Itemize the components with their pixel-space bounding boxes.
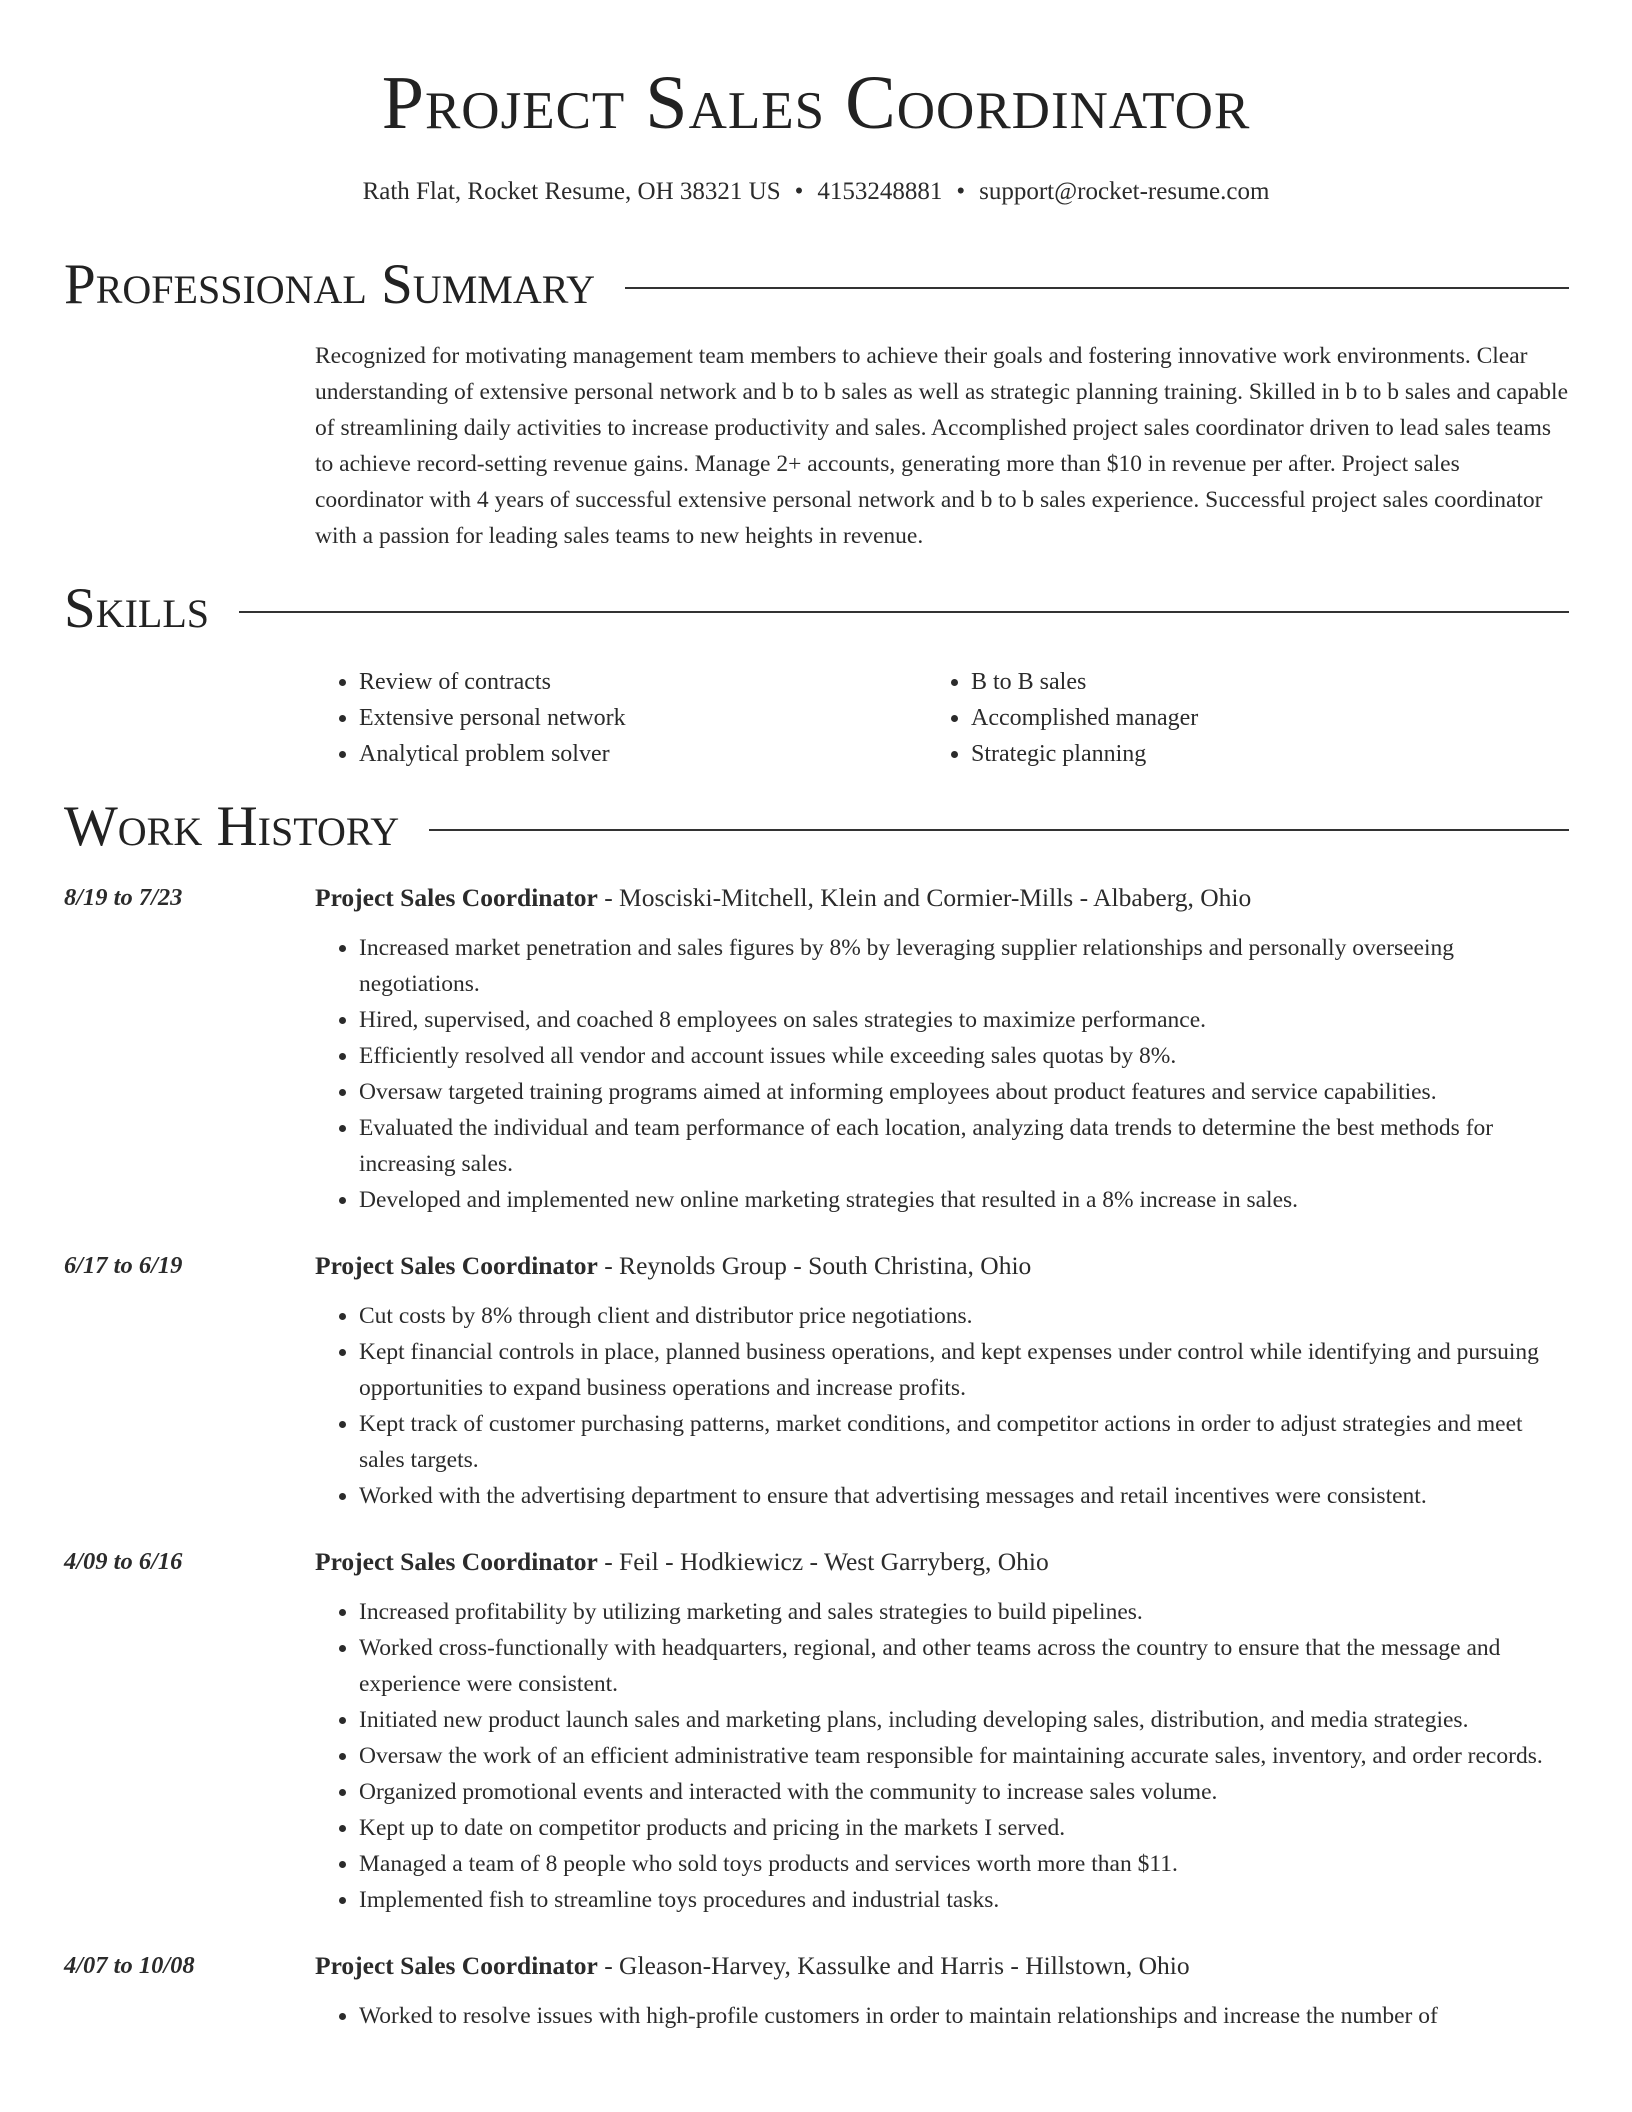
summary-text: Recognized for motivating management team members to achieve their goals and fostering innovative work environments. Clear understanding of extensive personal network and b to b sales as well as strategic planning training. Skilled in b to b sales and capable of streamlining daily activities to increase productivity and sales. Accomplished project sales coordinator driven to lead sales teams to achieve record-setting revenue gains. Manage 2+ accounts, generating more than $10 in revenue per after. Project sales coordinator with 4 years of successful extensive personal network and b to b sales experience. Successful project sales coordinator with a passion for leading sales teams to new heights in revenue. (315, 343, 1569, 549)
skill-item: • Strategic planning (971, 736, 1198, 772)
job-bullet: • Evaluated the individual and team performance of each location, analyzing data trends to determine the best methods for increasing sales. (359, 1110, 1569, 1182)
job-details: - Gleason-Harvey, Kassulke and Harris - Hillstown, Ohio (597, 1951, 1190, 1980)
job-bullet: • Managed a team of 8 people who sold toys products and services worth more than $11. (359, 1846, 1569, 1882)
contact-separator: • (794, 178, 804, 205)
job-bullet: • Initiated new product launch sales and marketing plans, including developing sales, distribution, and media strategies. (359, 1702, 1569, 1738)
skills-list-left (315, 664, 626, 772)
job-entry (64, 1544, 1569, 1918)
contact-line (0, 176, 1632, 208)
job-bullets (315, 1594, 1569, 1918)
job-bullet: • Increased market penetration and sales figures by 8% by leveraging supplier relationships and personally overseeing negotiations. (359, 930, 1569, 1002)
job-header (315, 1544, 1569, 1580)
job-header (315, 1948, 1569, 1984)
job-bullets (315, 1298, 1569, 1514)
job-entry (64, 1948, 1569, 2034)
job-date: 6/17 to 6/19 (64, 1252, 183, 1279)
skill-item: • B to B sales (971, 664, 1198, 700)
job-title: Project Sales Coordinator (315, 1251, 598, 1280)
section-title-work: Work History (64, 795, 400, 858)
job-bullet: • Oversaw targeted training programs aimed at informing employees about product features and service capabilities. (359, 1074, 1569, 1110)
work-history-list (64, 880, 1569, 2064)
job-bullet: • Implemented fish to streamline toys procedures and industrial tasks. (359, 1882, 1569, 1918)
job-bullet: • Developed and implemented new online marketing strategies that resulted in a 8% increase in sales. (359, 1182, 1569, 1218)
job-bullet: • Organized promotional events and interacted with the community to increase sales volume. (359, 1774, 1569, 1810)
job-bullets (315, 1998, 1569, 2034)
job-bullet: • Hired, supervised, and coached 8 employees on sales strategies to maximize performance. (359, 1002, 1569, 1038)
job-date: 8/19 to 7/23 (64, 884, 183, 911)
section-title-skills: Skills (64, 577, 210, 640)
job-bullet: • Kept financial controls in place, planned business operations, and kept expenses under control while identifying and pursuing opportunities to expand business operations and increase profits. (359, 1334, 1569, 1406)
contact-separator: • (956, 178, 966, 205)
summary-section-header (64, 252, 1569, 318)
skill-item: • Review of contracts (359, 664, 626, 700)
skill-item: • Extensive personal network (359, 700, 626, 736)
contact-address: Rath Flat, Rocket Resume, OH 38321 US (362, 178, 781, 205)
job-bullet: • Worked with the advertising department to ensure that advertising messages and retail incentives were consistent. (359, 1478, 1569, 1514)
job-bullet: • Kept track of customer purchasing patterns, market conditions, and competitor actions in order to adjust strategies and meet sales targets. (359, 1406, 1569, 1478)
job-details: - Feil - Hodkiewicz - West Garryberg, Ohio (597, 1547, 1049, 1576)
section-title-summary: Professional Summary (64, 253, 596, 316)
job-bullet: • Kept up to date on competitor products and pricing in the markets I served. (359, 1810, 1569, 1846)
section-divider (239, 611, 1569, 613)
work-section-header (64, 794, 1569, 860)
skill-item: • Analytical problem solver (359, 736, 626, 772)
contact-phone: 4153248881 (817, 178, 943, 205)
job-bullet: • Oversaw the work of an efficient administrative team responsible for maintaining accurate sales, inventory, and order records. (359, 1738, 1569, 1774)
job-title: Project Sales Coordinator (315, 1951, 598, 1980)
section-divider (625, 287, 1569, 289)
job-entry (64, 1248, 1569, 1514)
job-date: 4/07 to 10/08 (64, 1952, 195, 1979)
resume-name: Project Sales Coordinator (381, 61, 1251, 145)
contact-email: support@rocket-resume.com (979, 178, 1270, 205)
section-divider (429, 829, 1569, 831)
job-details: - Mosciski-Mitchell, Klein and Cormier-Mills - Albaberg, Ohio (597, 883, 1252, 912)
job-header (315, 880, 1569, 916)
job-title: Project Sales Coordinator (315, 1547, 598, 1576)
skills-section-header (64, 576, 1569, 642)
job-title: Project Sales Coordinator (315, 883, 598, 912)
job-bullets (315, 930, 1569, 1218)
job-date: 4/09 to 6/16 (64, 1548, 183, 1575)
job-header (315, 1248, 1569, 1284)
job-bullet: • Efficiently resolved all vendor and account issues while exceeding sales quotas by 8%. (359, 1038, 1569, 1074)
job-details: - Reynolds Group - South Christina, Ohio (597, 1251, 1032, 1280)
job-bullet: • Cut costs by 8% through client and distributor price negotiations. (359, 1298, 1569, 1334)
job-bullet: • Increased profitability by utilizing marketing and sales strategies to build pipelines. (359, 1594, 1569, 1630)
skill-item: • Accomplished manager (971, 700, 1198, 736)
job-bullet: • Worked to resolve issues with high-profile customers in order to maintain relationships and increase the number of (359, 1998, 1569, 2034)
job-entry (64, 880, 1569, 1218)
skills-list-right (927, 664, 1198, 772)
job-bullet: • Worked cross-functionally with headquarters, regional, and other teams across the country to ensure that the message and experience were consistent. (359, 1630, 1569, 1702)
